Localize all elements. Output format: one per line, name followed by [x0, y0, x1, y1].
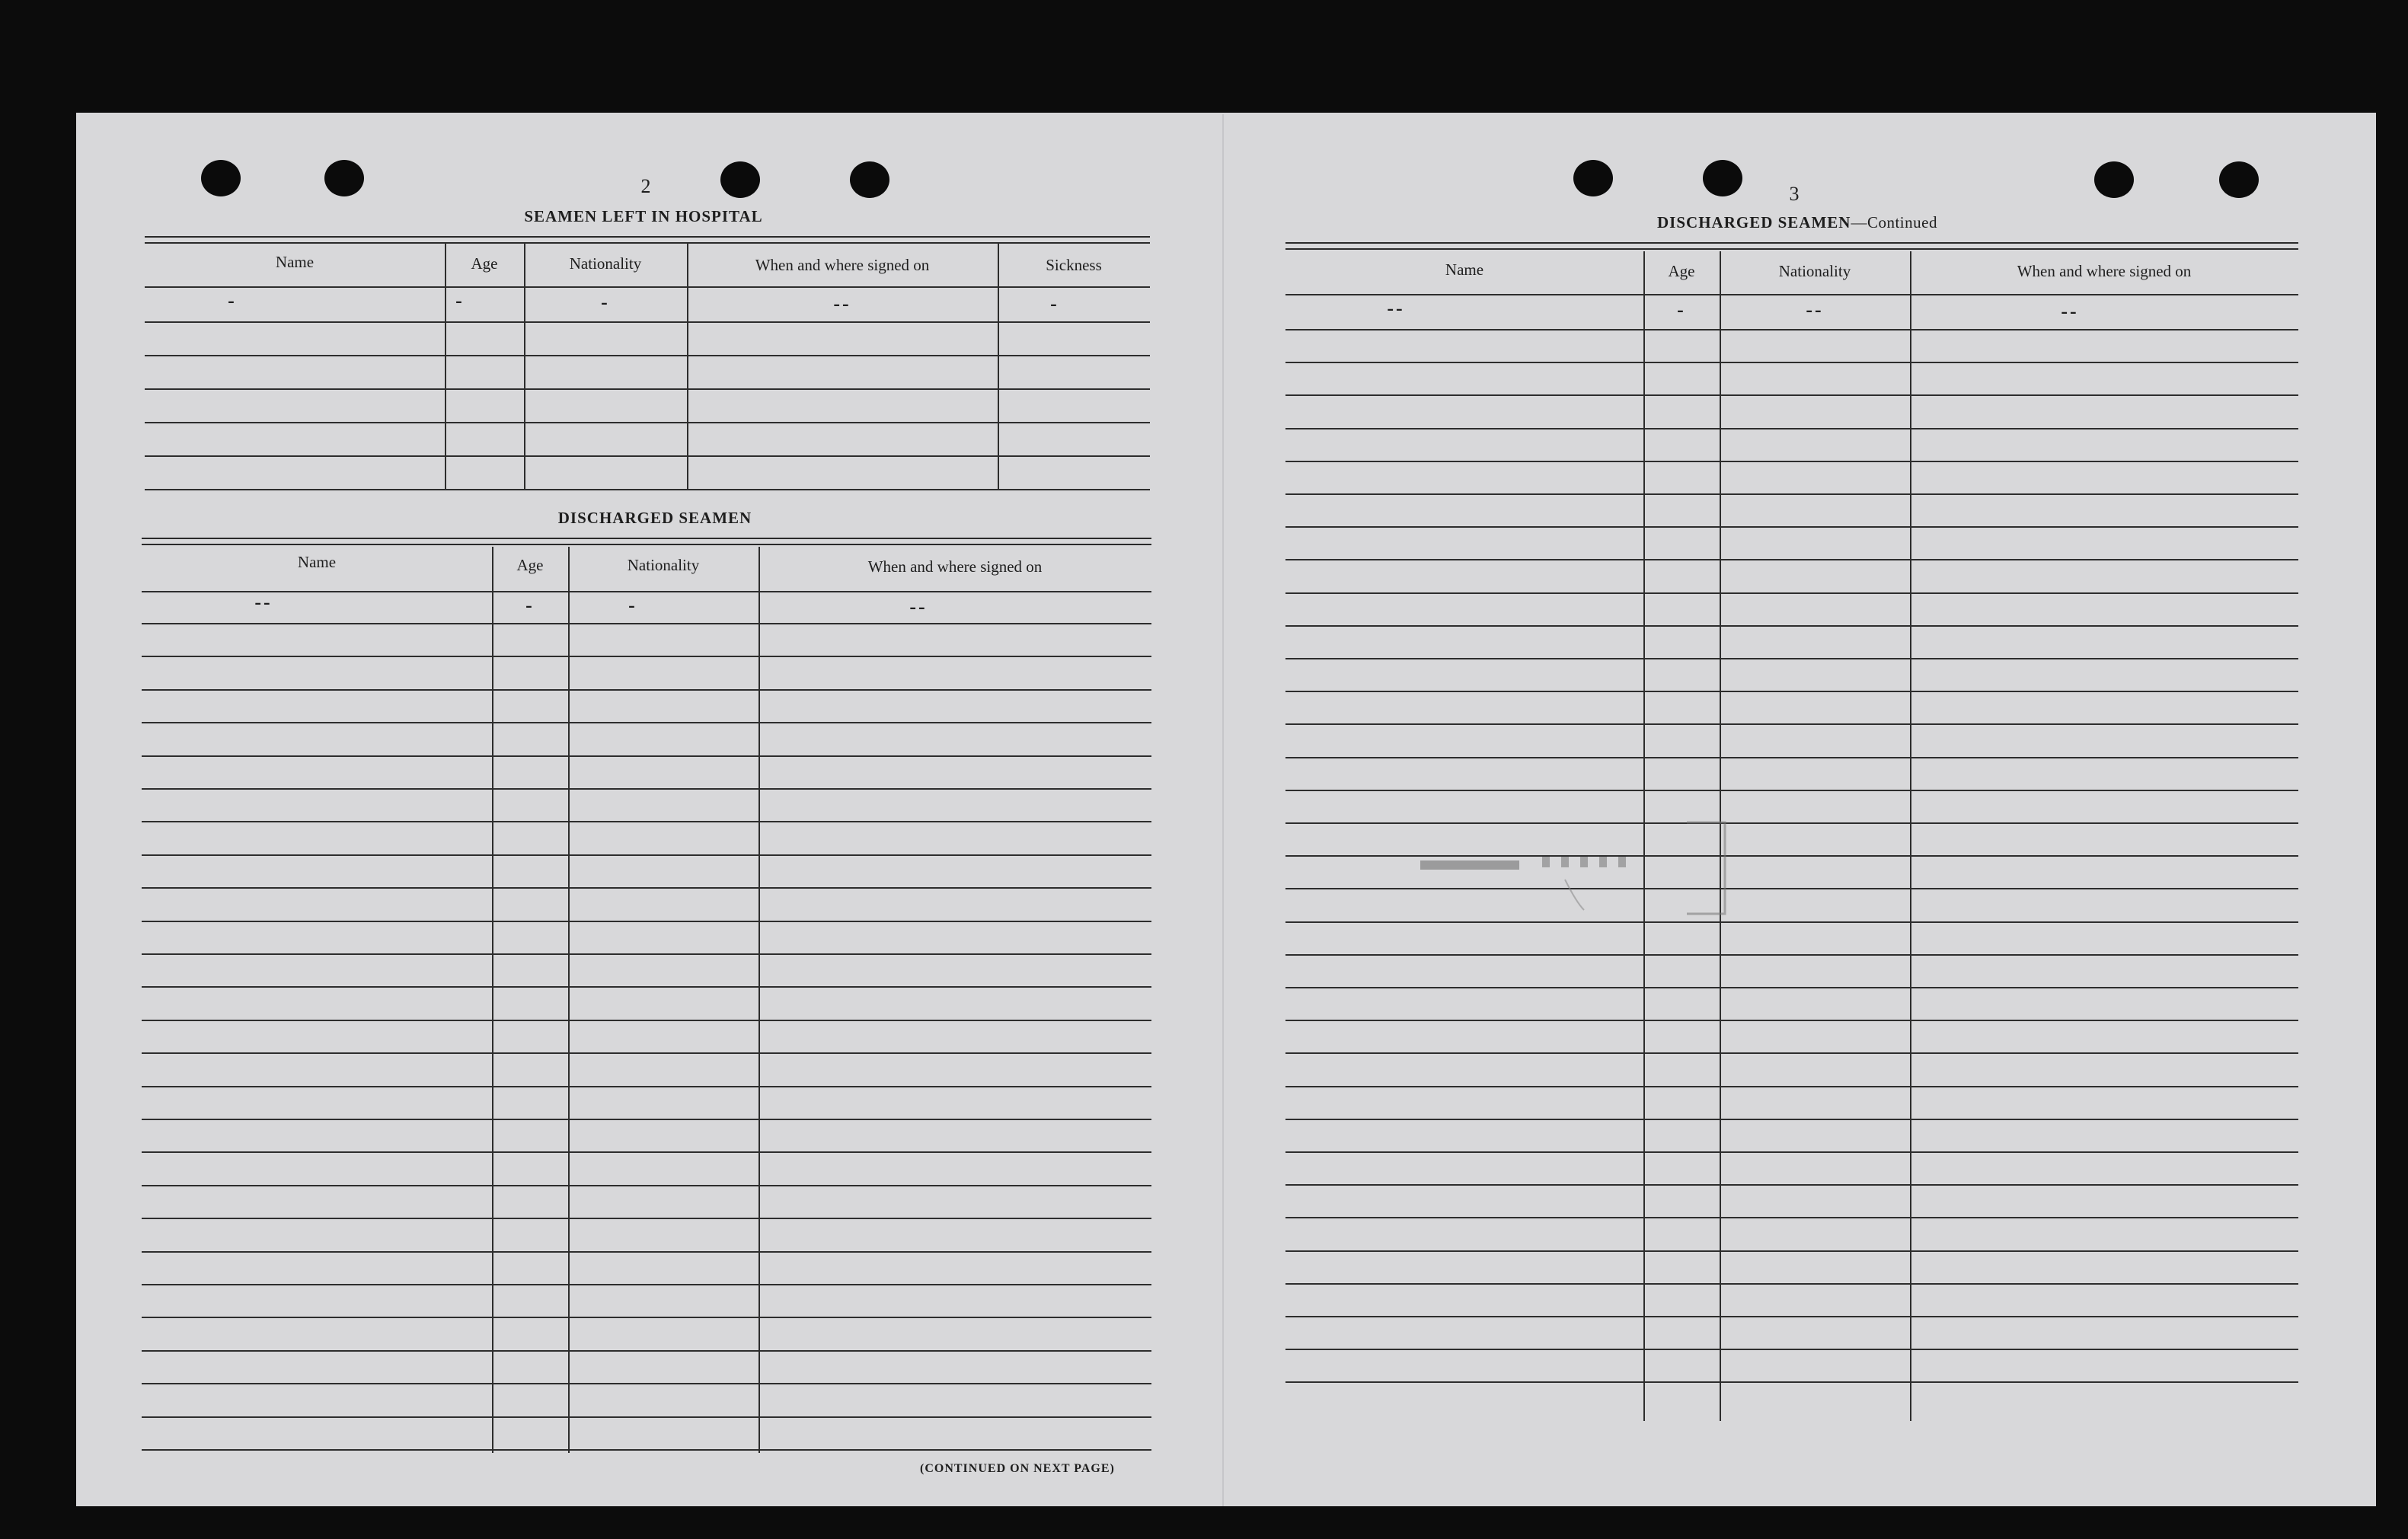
- table-cell: --: [1387, 297, 1405, 319]
- column-header-sickness: Sickness: [1046, 256, 1102, 274]
- table-cell: -: [525, 594, 535, 616]
- ruled-line: [142, 1416, 1151, 1418]
- ruled-line: [142, 1151, 1151, 1153]
- ruled-line: [142, 689, 1151, 691]
- table-cell: -: [455, 289, 465, 311]
- table-cell: -: [1677, 299, 1686, 321]
- ruled-line: [142, 854, 1151, 856]
- column-header-age: Age: [471, 254, 498, 273]
- ruled-line: [142, 1020, 1151, 1021]
- ruled-line: [142, 1086, 1151, 1087]
- ruled-line: [1285, 987, 2298, 988]
- ruled-line: [1285, 1086, 2298, 1087]
- table-cell: --: [254, 591, 273, 613]
- punch-hole: [324, 160, 364, 196]
- ruled-line: [1285, 1184, 2298, 1186]
- ruled-line: [142, 953, 1151, 955]
- ruled-line: [1285, 329, 2298, 330]
- ruled-line: [1285, 1250, 2298, 1252]
- punch-hole: [201, 160, 241, 196]
- ruled-line: [142, 1251, 1151, 1253]
- section-title-main: DISCHARGED SEAMEN: [1657, 213, 1851, 231]
- ruled-line: [1285, 394, 2298, 396]
- table-cell: --: [1806, 299, 1824, 321]
- page-number: 2: [640, 175, 651, 197]
- table-cell: -: [228, 289, 237, 311]
- section-title-continued: —Continued: [1851, 213, 1937, 231]
- ruled-line: [1285, 1316, 2298, 1317]
- ruled-line: [142, 656, 1151, 657]
- ruled-line: [142, 1449, 1151, 1451]
- ruled-line: [1285, 1151, 2298, 1153]
- punch-hole: [1703, 160, 1742, 196]
- column-header-age: Age: [1668, 262, 1695, 280]
- table-cell: --: [909, 595, 928, 618]
- discharged-table-left: [142, 536, 1151, 1458]
- column-header-nationality: Nationality: [627, 556, 700, 574]
- ruled-line: [142, 921, 1151, 922]
- column-header-name: Name: [297, 553, 337, 571]
- ruled-line: [1285, 493, 2298, 495]
- ruled-line: [142, 1284, 1151, 1285]
- ruled-line: [1285, 1119, 2298, 1120]
- column-header-signed-on: When and where signed on: [755, 256, 930, 274]
- column-header-nationality: Nationality: [1778, 262, 1851, 280]
- ink-stamp-mark: [1413, 819, 1740, 918]
- punch-hole: [2219, 161, 2259, 198]
- table-cell: -: [628, 594, 637, 616]
- punch-hole: [2094, 161, 2134, 198]
- table-cell: --: [833, 292, 851, 315]
- ruled-line: [142, 1350, 1151, 1352]
- punch-hole: [1573, 160, 1613, 196]
- section-title: [1614, 213, 1980, 232]
- ruled-line: [1285, 790, 2298, 791]
- ruled-line: [1285, 658, 2298, 659]
- column-header-signed-on: When and where signed on: [867, 557, 1043, 576]
- ruled-line: [142, 1052, 1151, 1054]
- ruled-line: [1285, 428, 2298, 429]
- ruled-line: [142, 1119, 1151, 1120]
- ruled-line: [142, 986, 1151, 988]
- ruled-line: [1285, 559, 2298, 560]
- column-header-signed-on: When and where signed on: [2017, 262, 2192, 280]
- ruled-line: [1285, 723, 2298, 725]
- page-fold: [1222, 114, 1224, 1506]
- ruled-line: [1285, 1381, 2298, 1383]
- ruled-line: [142, 755, 1151, 757]
- table-cell: --: [2061, 300, 2079, 322]
- continued-note: (CONTINUED ON NEXT PAGE): [920, 1462, 1115, 1475]
- ruled-line: [1285, 1349, 2298, 1350]
- ruled-line: [142, 1185, 1151, 1186]
- ruled-line: [1285, 757, 2298, 758]
- hospital-table: [145, 235, 1150, 492]
- ruled-line: [142, 1218, 1151, 1219]
- ruled-line: [1285, 954, 2298, 956]
- column-header-name: Name: [1445, 260, 1484, 279]
- column-header-name: Name: [275, 253, 315, 271]
- ruled-line: [142, 623, 1151, 624]
- page-number: 3: [1789, 183, 1800, 205]
- section-title: DISCHARGED SEAMEN: [557, 509, 752, 527]
- ruled-line: [1285, 1217, 2298, 1218]
- ruled-line: [1285, 1052, 2298, 1054]
- punch-hole: [720, 161, 760, 198]
- table-cell: -: [1050, 292, 1059, 315]
- column-header-nationality: Nationality: [569, 254, 642, 273]
- ruled-line: [1285, 526, 2298, 528]
- ruled-line: [142, 1317, 1151, 1318]
- ruled-line: [1285, 592, 2298, 594]
- punch-hole: [850, 161, 889, 198]
- ruled-line: [1285, 625, 2298, 627]
- column-header-age: Age: [516, 556, 544, 574]
- ruled-line: [1285, 362, 2298, 363]
- ruled-line: [142, 722, 1151, 723]
- table-cell: -: [601, 291, 610, 313]
- ruled-line: [142, 788, 1151, 790]
- ruled-line: [1285, 1283, 2298, 1285]
- ruled-line: [1285, 1020, 2298, 1021]
- ruled-line: [142, 887, 1151, 889]
- ruled-line: [142, 1383, 1151, 1384]
- section-title: SEAMEN LEFT IN HOSPITAL: [524, 207, 763, 225]
- ruled-line: [142, 821, 1151, 822]
- ruled-line: [1285, 461, 2298, 462]
- ruled-line: [1285, 921, 2298, 923]
- ruled-line: [1285, 691, 2298, 692]
